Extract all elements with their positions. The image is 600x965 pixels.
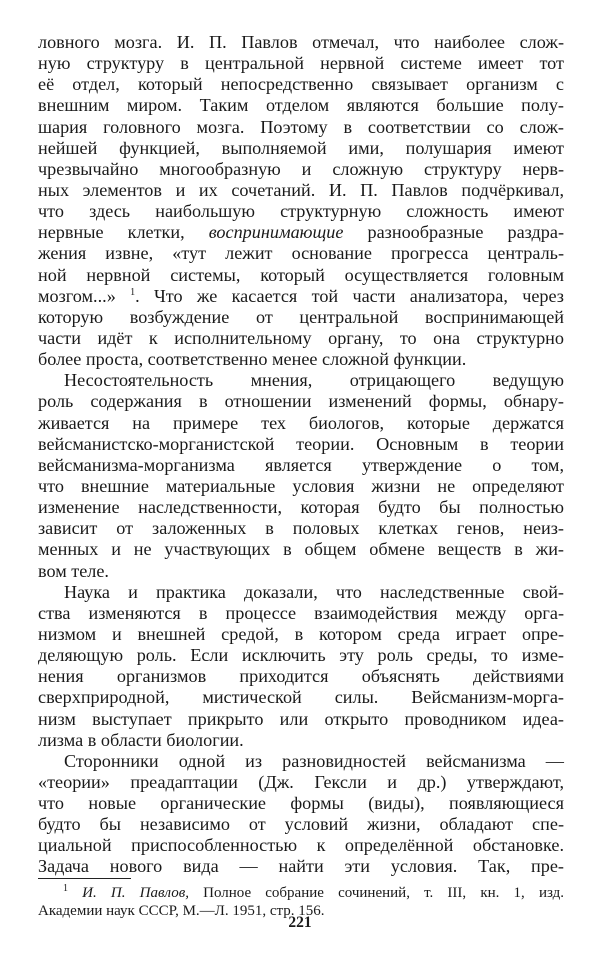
footnote-divider xyxy=(38,878,131,879)
footnote-author: И. П. Павлов, xyxy=(82,885,189,901)
body-text xyxy=(38,32,564,878)
text-line: ловного мозга. И. П. Павлов отмечал, что наиболее слож- xyxy=(38,32,564,52)
text-line: вейсманизма-морганизма является утверждение о том, xyxy=(38,454,564,475)
text-line: её отдел, который непосредственно связывает организм с xyxy=(38,74,564,95)
text-line: низмом и внешней средой, в котором среда играет опре- xyxy=(38,623,564,644)
text-line: ную структуру в центральной нервной системе имеет тот xyxy=(38,53,564,74)
text-line: живается на примере тех биологов, которые держатся xyxy=(38,412,564,433)
text-line: что новые органические формы (виды), появляющиеся xyxy=(38,793,564,814)
text-line: лизма в области биологии. xyxy=(38,729,244,750)
text-line: низм выступает прикрыто или открыто проводником идеа- xyxy=(38,708,564,729)
text-line: что внешние материальные условия жизни не определяют xyxy=(38,475,564,496)
text-line: жения извне, «тут лежит основание прогресса централь- xyxy=(38,243,564,264)
text-line: мозгом...» $^1$. Что же касается той части анализатора, через xyxy=(38,285,564,306)
text-line: которую возбуждение от центральной воспринимающей xyxy=(38,306,564,327)
paragraph xyxy=(38,582,564,751)
footnote-reference[interactable]: 1 xyxy=(130,286,136,298)
text-line: деляющую роль. Если исключить эту роль среды, то изме- xyxy=(38,645,564,666)
text-line: сверхприродной, мистической силы. Вейсманизм-морга- xyxy=(38,687,564,708)
text-line: чрезвычайно многообразную и сложную структуру нерв- xyxy=(38,158,564,179)
page-number: 221 xyxy=(288,914,312,931)
footnote-line-1 xyxy=(38,884,564,902)
paragraph xyxy=(38,751,564,878)
footnote-line-2: Академии наук СССР, М.—Л. 1951, стр. 156. xyxy=(38,903,325,919)
text-line: Несостоятельность мнения, отрицающего ведущую xyxy=(64,370,564,391)
text-line: вом теле. xyxy=(38,560,109,581)
text-line: более проста, соответственно менее сложной функции. xyxy=(38,349,467,370)
text-line: ных элементов и их сочетаний. И. П. Павлов подчёркивал, xyxy=(38,179,564,200)
text-line: вейсманистско-морганистской теории. Основным в теории xyxy=(38,433,564,454)
text-line: изменение наследственности, которая будто бы полностью xyxy=(38,497,564,518)
text-line: менных и не участвующих в общем обмене веществ в жи- xyxy=(38,539,564,560)
paragraph xyxy=(38,32,564,370)
text-line: роль содержания в отношении изменений формы, обнару- xyxy=(38,391,564,412)
text-line: нения организмов приходится объяснять действиями xyxy=(38,666,564,687)
text-line: циальной приспособленностью к определённой обстановке. xyxy=(38,835,564,856)
footnote-citation: Полное собрание сочинений, т. III, кн. 1, изд. xyxy=(203,885,565,901)
text-line: что здесь наибольшую структурную сложность имеют xyxy=(38,201,564,222)
text-line: ства изменяются в процессе взаимодействия между орга- xyxy=(38,602,564,623)
text-line: ной нервной системы, который осуществляется головным xyxy=(38,264,564,285)
text-line: шария головного мозга. Поэтому в соответствии со слож- xyxy=(38,116,564,137)
text-line: Наука и практика доказали, что наследственные свой- xyxy=(64,581,564,602)
footnote-marker: 1 xyxy=(63,883,68,894)
text-line: нейшей функцией, выполняемой ими, полушария имеют xyxy=(38,137,564,158)
text-line: будто бы независимо от условий жизни, обладают спе- xyxy=(38,814,564,835)
text-line: «теории» преадаптации (Дж. Гексли и др.) утверждают, xyxy=(38,771,564,792)
text-line: Задача нового вида — найти эти условия. Так, пре- xyxy=(38,856,564,877)
text-line: части идёт к исполнительному органу, то она структурно xyxy=(38,327,564,348)
italic-emphasis: воспринимающие xyxy=(208,222,344,243)
text-line: зависит от заложенных в половых клетках генов, неиз- xyxy=(38,518,564,539)
paragraph xyxy=(38,370,564,581)
text-line: нервные клетки, воспринимающие разнообразные раздра- xyxy=(38,222,565,243)
text-line: внешним миром. Таким отделом являются большие полу- xyxy=(38,95,564,116)
text-line: Сторонники одной из разновидностей вейсманизма — xyxy=(64,750,564,771)
